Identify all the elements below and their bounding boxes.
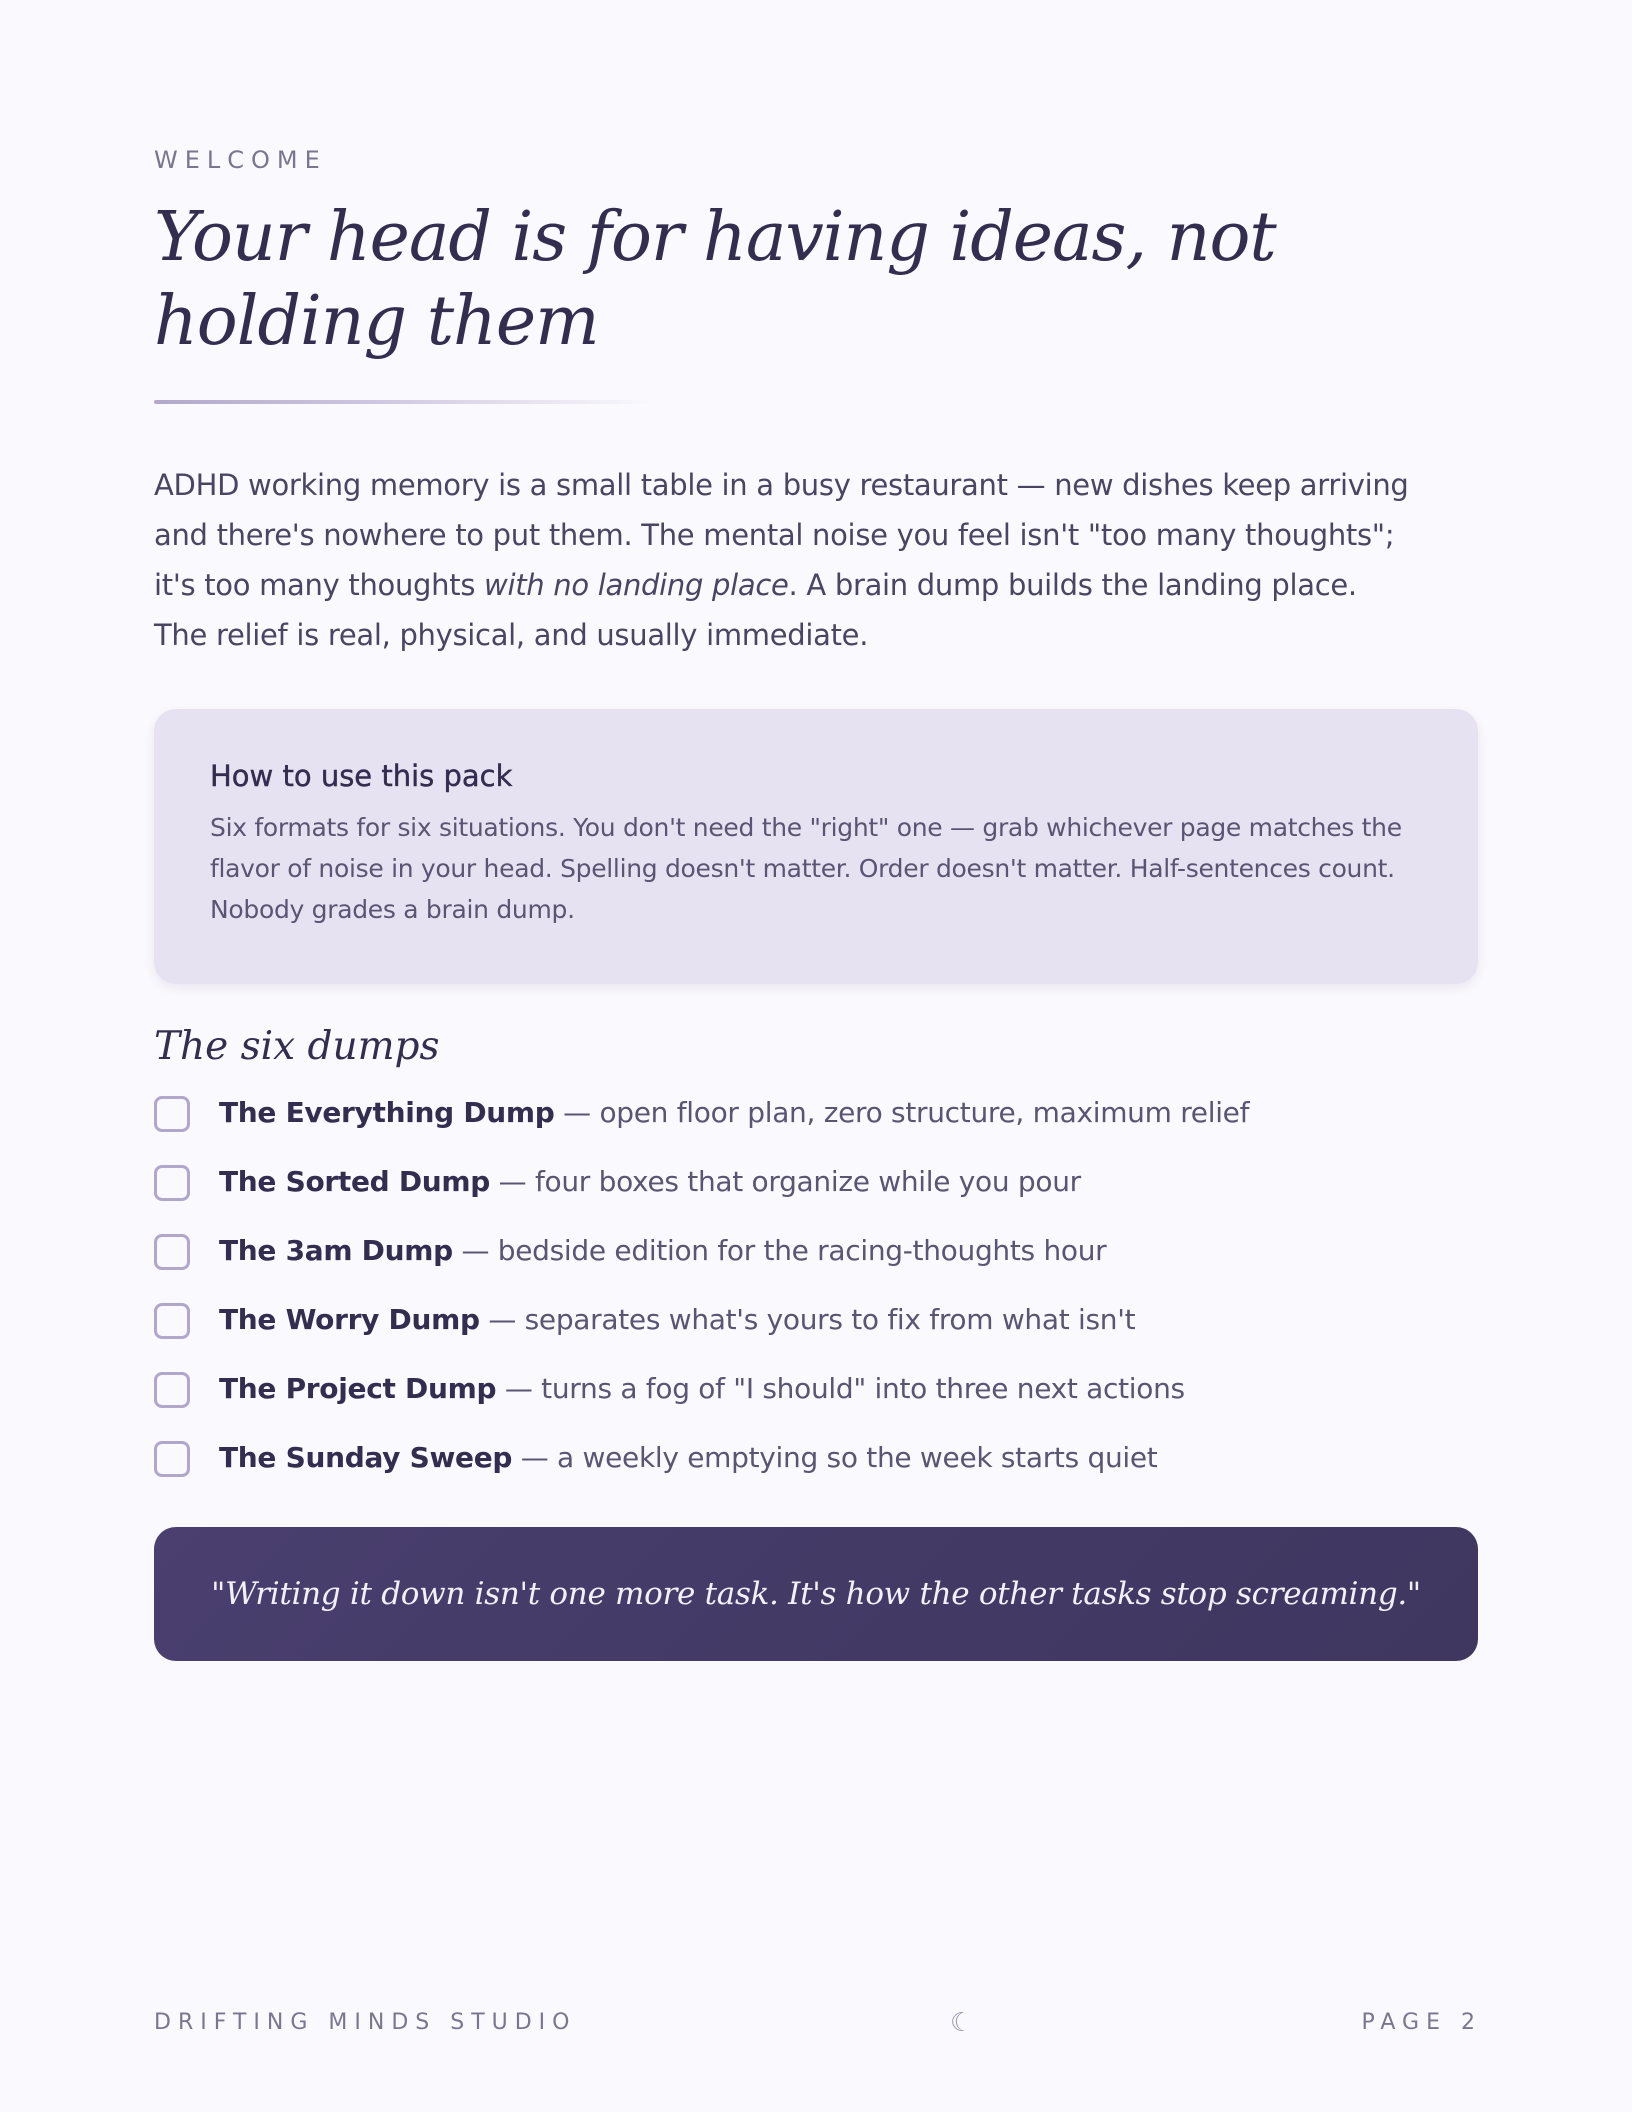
dump-description: — turns a fog of "I should" into three next actions (496, 1372, 1185, 1405)
dump-list-item (154, 1231, 1249, 1300)
intro-text-end: . A brain dump builds the landing place. The relief is real, physical, and usually immediate. (154, 568, 1357, 652)
dump-description: — a weekly emptying so the week starts quiet (512, 1441, 1158, 1474)
dump-checkbox[interactable] (154, 1441, 190, 1477)
dump-name: The Sunday Sweep (219, 1441, 513, 1474)
how-to-title: How to use this pack (210, 759, 513, 793)
how-to-callout (154, 709, 1478, 984)
dump-name: The Everything Dump (219, 1096, 555, 1129)
dump-text (219, 1231, 1106, 1271)
eyebrow-label: WELCOME (154, 146, 327, 174)
dump-text (219, 1300, 1135, 1340)
page-footer (154, 2008, 1482, 2040)
dump-checkbox[interactable] (154, 1234, 190, 1270)
moon-icon: ☾ (950, 2008, 974, 2038)
dump-name: The Project Dump (219, 1372, 497, 1405)
page-title: Your head is for having ideas, not holding them (154, 198, 1276, 361)
dump-checkbox[interactable] (154, 1372, 190, 1408)
dumps-heading: The six dumps (154, 1024, 440, 1069)
dump-checkbox[interactable] (154, 1165, 190, 1201)
dump-description: — bedside edition for the racing-thoughts hour (452, 1234, 1107, 1267)
dump-list-item (154, 1300, 1249, 1369)
dump-list-item (154, 1093, 1249, 1162)
dump-list-item (154, 1438, 1249, 1507)
studio-name: DRIFTING MINDS STUDIO (154, 2010, 577, 2035)
dump-text (219, 1438, 1158, 1478)
dump-text (219, 1369, 1185, 1409)
dump-name: The 3am Dump (219, 1234, 453, 1267)
dump-list-item (154, 1162, 1249, 1231)
title-divider (154, 400, 654, 404)
dump-checkbox[interactable] (154, 1303, 190, 1339)
dump-name: The Sorted Dump (219, 1165, 491, 1198)
intro-text-start: ADHD working memory is a small table in a busy restaurant — new dishes keep arriving and there's nowhere to put them. The mental noise you feel isn't "too many thoughts"; it's too many thoughts (154, 468, 1409, 602)
dump-description: — four boxes that organize while you pour (490, 1165, 1081, 1198)
dump-description: — open floor plan, zero structure, maximum relief (554, 1096, 1250, 1129)
page (154, 0, 1482, 2112)
intro-paragraph (154, 460, 1414, 660)
dump-description: — separates what's yours to fix from what isn't (479, 1303, 1136, 1336)
dump-text (219, 1162, 1081, 1202)
page-number: PAGE 2 (1361, 2010, 1482, 2035)
dump-text (219, 1093, 1249, 1133)
quote-banner (154, 1527, 1478, 1661)
dump-name: The Worry Dump (219, 1303, 480, 1336)
quote-text: "Writing it down isn't one more task. It's how the other tasks stop screaming." (211, 1576, 1421, 1612)
intro-emphasis: with no landing place (484, 568, 789, 602)
dump-checklist (154, 1093, 1249, 1507)
dump-checkbox[interactable] (154, 1096, 190, 1132)
how-to-body: Six formats for six situations. You don't need the "right" one — grab whichever page matches the flavor of noise in your head. Spelling doesn't matter. Order doesn't matter. Half-sentences count. Nobody grades a brain dump. (210, 813, 1402, 924)
dump-list-item (154, 1369, 1249, 1438)
